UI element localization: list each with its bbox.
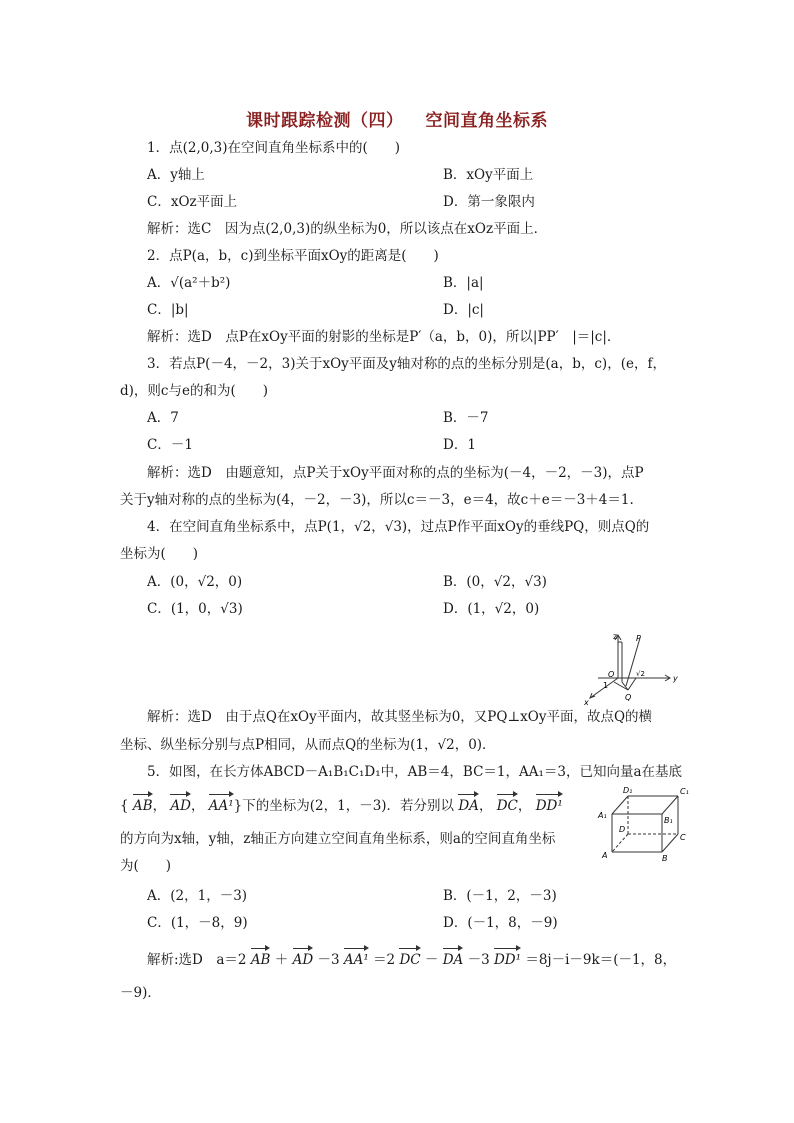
- label-o: O: [608, 670, 615, 679]
- analysis-eq2: ＝2: [373, 952, 396, 968]
- analysis-vector-dc: DC: [399, 952, 421, 968]
- q1-analysis: 解析：选C 因为点(2,0,3)的纵坐标为0，所以该点在xOz平面上．: [147, 221, 548, 237]
- edge-d1-a1: [612, 796, 628, 814]
- q3-stem-line2: d)，则c与e的和为( ): [120, 383, 268, 399]
- label-c: C: [680, 833, 686, 842]
- label-d1: D₁: [623, 786, 633, 795]
- q2-option-a: A．√(a²＋b²): [147, 275, 231, 291]
- q1-option-d: D．第一象限内: [443, 194, 535, 210]
- q1-option-c: C．xOz平面上: [147, 194, 238, 210]
- q5-option-a: A．(2，1，－3): [147, 888, 248, 904]
- x-offset-line: [614, 682, 628, 690]
- q5-stem-line3: 的方向为x轴，y轴，z轴正方向建立空间直角坐标系，则a的空间直角坐标: [120, 831, 556, 847]
- label-b: B: [662, 854, 668, 862]
- analysis-vector-ab: AB: [250, 952, 271, 968]
- q4-option-d: D．(1，√2，0): [443, 601, 540, 617]
- vector-dc: DC: [496, 798, 518, 814]
- page-title: [0, 106, 794, 131]
- q5-brace: {: [120, 798, 129, 814]
- vector-ab: AB: [132, 798, 153, 814]
- label-a: A: [602, 851, 608, 860]
- line-through-p: [626, 638, 640, 686]
- q5-analysis-pre: 解析:选D a＝2: [147, 952, 247, 968]
- q5-option-b: B．(－1，2，－3): [443, 888, 557, 904]
- label-q: Q: [625, 693, 632, 702]
- vector-ad: AD: [170, 798, 191, 814]
- q1-option-a: A．y轴上: [147, 167, 205, 183]
- q-to-y-line: [628, 678, 636, 690]
- label-a1: A₁: [598, 811, 607, 820]
- q2-option-c: C．|b|: [147, 302, 189, 318]
- analysis-vector-ad: AD: [292, 952, 314, 968]
- q5-stem-line4: 为( ): [120, 858, 172, 874]
- label-root2: √2: [636, 670, 645, 678]
- q5-analysis-line1: [147, 951, 676, 969]
- label-b1: B₁: [664, 816, 673, 825]
- q5-analysis-line2: －9)．: [120, 985, 161, 1001]
- label-one: 1: [603, 681, 609, 690]
- q3-option-b: B．－7: [443, 410, 489, 426]
- analysis-vector-da: DA: [442, 952, 464, 968]
- edge-b-c: [662, 834, 678, 852]
- q3-stem-line1: 3．若点P(－4，－2，3)关于xOy平面及y轴对称的点的坐标分别是(a，b，c)，(e，f，: [147, 356, 666, 372]
- vector-dd1: DD¹: [535, 798, 563, 814]
- q3-analysis-line2: 关于y轴对称的点的坐标为(4，－2，－3)，所以c＝－3，e＝4，故c＋e＝－3＋4＝1.: [120, 492, 634, 508]
- label-x: x: [584, 698, 589, 707]
- q1-stem: 1．点(2,0,3)在空间直角坐标系中的( ): [147, 140, 401, 156]
- q5-option-d: D．(－1，8，－9): [443, 915, 558, 931]
- title-main: 课时跟踪检测（四）: [246, 111, 404, 131]
- q3-option-a: A．7: [147, 410, 179, 426]
- edge-b1-c1: [662, 796, 678, 814]
- q2-option-b: B．|a|: [443, 275, 484, 291]
- label-d: D: [619, 825, 626, 834]
- q4-analysis-line1: 解析：选D 由于点Q在xOy平面内，故其竖坐标为0，又PQ⊥xOy平面，故点Q的横: [147, 709, 653, 725]
- q1-option-b: B．xOy平面上: [443, 167, 534, 183]
- analysis-plus: ＋: [274, 952, 289, 968]
- q4-option-c: C．(1，0，√3): [147, 601, 243, 617]
- coordinate-figure: [570, 630, 690, 710]
- q3-option-c: C．－1: [147, 437, 193, 453]
- q5-analysis-post: ＝8j－i－9k＝(－1，8，: [525, 952, 677, 968]
- q2-analysis: 解析：选D 点P在xOy平面的射影的坐标是P′（a，b，0)，所以|PP′ |＝|c|．: [147, 329, 621, 345]
- q5-stem-line2: { AB， AD， AA¹}下的坐标为(2，1，－3)．若分别以 DA， DC， DD¹: [120, 798, 563, 814]
- q5-option-c: C．(1，－8，9): [147, 915, 248, 931]
- analysis-minus: －: [424, 952, 439, 968]
- label-z: z: [613, 632, 618, 641]
- q4-analysis-line2: 坐标、纵坐标分别与点P相同，从而点Q的坐标为(1，√2，0)．: [120, 737, 496, 753]
- q3-option-d: D．1: [443, 437, 476, 453]
- q4-stem-line1: 4．在空间直角坐标系中，点P(1，√2，√3)，过点P作平面xOy的垂线PQ，则点Q的: [147, 519, 650, 535]
- label-p: P: [636, 634, 641, 643]
- label-y: y: [673, 674, 678, 683]
- q3-analysis-line1: 解析：选D 由题意知，点P关于xOy平面对称的点的坐标为(－4，－2，－3)，点P: [147, 465, 644, 481]
- q5-stem-line1: 5．如图，在长方体ABCD－A₁B₁C₁D₁中，AB＝4，BC＝1，AA₁＝3，已知向量a在基底: [147, 764, 683, 780]
- q2-stem: 2．点P(a，b，c)到坐标平面xOy的距离是( ): [147, 248, 439, 264]
- label-c1: C₁: [680, 787, 689, 796]
- q2-option-d: D．|c|: [443, 302, 484, 318]
- q4-stem-line2: 坐标为( ): [120, 546, 199, 562]
- vector-aa1: AA¹: [208, 798, 234, 814]
- title-sub: 空间直角坐标系: [425, 111, 548, 131]
- q5-basis-text: 下的坐标为(2，1，－3)．若分别以: [242, 798, 455, 814]
- analysis-vector-aa1: AA¹: [343, 952, 369, 968]
- q4-option-a: A．(0，√2，0): [147, 574, 243, 590]
- cuboid-figure: [590, 782, 690, 862]
- q4-option-b: B．(0，√2，√3): [443, 574, 547, 590]
- analysis-minus3: －3: [317, 952, 340, 968]
- edge-d-a: [612, 834, 628, 852]
- analysis-minus3b: －3: [467, 952, 490, 968]
- analysis-vector-dd1: DD¹: [493, 952, 522, 968]
- vector-da: DA: [458, 798, 479, 814]
